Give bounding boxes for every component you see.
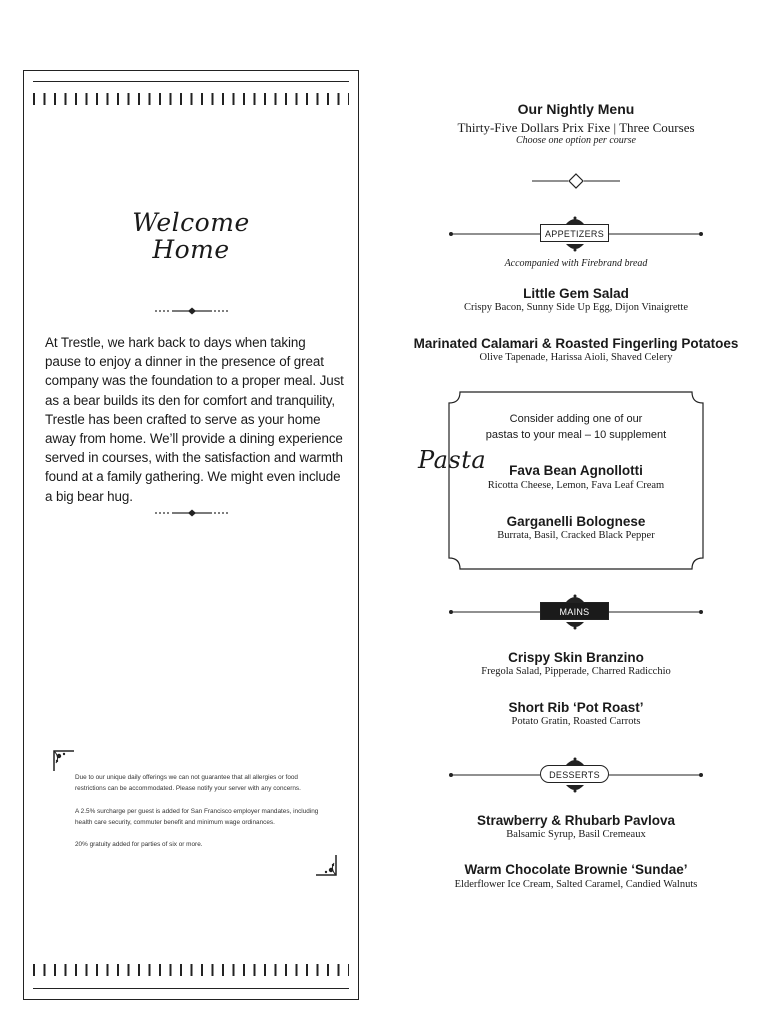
dish-name: Little Gem Salad xyxy=(523,286,629,301)
dish-name: Crispy Skin Branzino xyxy=(508,650,644,665)
corner-flourish-top-left-icon xyxy=(50,747,76,773)
dish-name: Marinated Calamari & Roasted Fingerling Potatoes xyxy=(413,336,739,351)
appetizers-header xyxy=(448,214,704,254)
top-rule xyxy=(33,81,349,82)
surcharge-disclaimer: A 2.5% surcharge per guest is added for San Francisco employer mandates, including health care security, commuter benefit and minimum wage ordinances. xyxy=(75,807,319,826)
dish-name: Garganelli Bolognese xyxy=(506,514,646,529)
desserts-header xyxy=(448,755,704,795)
menu-note: Choose one option per course xyxy=(516,135,636,146)
diamond-divider-icon xyxy=(532,171,620,191)
dish-description: Ricotta Cheese, Lemon, Fava Leaf Cream xyxy=(487,480,665,491)
welcome-heading xyxy=(24,209,358,263)
dish-description: Balsamic Syrup, Basil Cremeaux xyxy=(506,829,646,840)
fine-print xyxy=(75,772,325,861)
ornamental-divider-top xyxy=(24,306,360,316)
dish-description: Potato Gratin, Roasted Carrots xyxy=(511,716,641,727)
dish-description: Crispy Bacon, Sunny Side Up Egg, Dijon Vinaigrette xyxy=(463,302,689,313)
bottom-tick-border xyxy=(33,964,349,976)
dish-description: Olive Tapenade, Harissa Aioli, Shaved Celery xyxy=(479,352,673,363)
menu-subtitle: Thirty-Five Dollars Prix Fixe | Three Courses xyxy=(457,120,695,135)
dish-description: Burrata, Basil, Cracked Black Pepper xyxy=(497,530,655,541)
dish-name: Short Rib ‘Pot Roast’ xyxy=(508,700,644,715)
ornamental-divider-bottom xyxy=(24,508,360,518)
mains-header xyxy=(448,592,704,632)
intro-paragraph: At Trestle, we hark back to days when taking pause to enjoy a dinner in the presence of great company was the foundation to a proper meal. Just as a bear builds its den for comfort and tranquility, Trestle has been crafted to serve as your home away from home. We’ll provide a dining experience served in courses, with the satisfaction and warmth found at a family gathering. We might even include a big bear hug. xyxy=(45,335,344,504)
mains-label: MAINS xyxy=(540,602,609,620)
top-tick-border xyxy=(33,93,349,105)
welcome-line-1: Welcome xyxy=(132,208,250,237)
pasta-intro-line-1: Consider adding one of our xyxy=(509,413,643,425)
dish-name: Warm Chocolate Brownie ‘Sundae’ xyxy=(464,862,688,877)
menu-title: Our Nightly Menu xyxy=(517,101,635,117)
pasta-script-heading: Pasta xyxy=(418,446,487,474)
dish-description: Elderflower Ice Cream, Salted Caramel, Candied Walnuts xyxy=(454,879,698,890)
pasta-intro-line-2: pastas to your meal – 10 supplement xyxy=(485,429,667,441)
dish-name: Fava Bean Agnollotti xyxy=(509,463,643,478)
gratuity-disclaimer: 20% gratuity added for parties of six or more. xyxy=(75,841,203,849)
welcome-line-2: Home xyxy=(152,235,230,264)
desserts-label: DESSERTS xyxy=(540,765,609,783)
dish-description: Fregola Salad, Pipperade, Charred Radicchio xyxy=(481,666,671,677)
appetizers-note: Accompanied with Firebrand bread xyxy=(504,258,648,269)
welcome-panel xyxy=(23,70,359,1000)
allergy-disclaimer: Due to our unique daily offerings we can not guarantee that all allergies or food restrictions can be accommodated. Please notify your server with any concerns. xyxy=(75,774,301,793)
appetizers-label: APPETIZERS xyxy=(540,224,609,242)
dish-name: Strawberry & Rhubarb Pavlova xyxy=(476,813,676,828)
bottom-rule xyxy=(33,988,349,989)
corner-flourish-bottom-right-icon xyxy=(314,853,340,879)
